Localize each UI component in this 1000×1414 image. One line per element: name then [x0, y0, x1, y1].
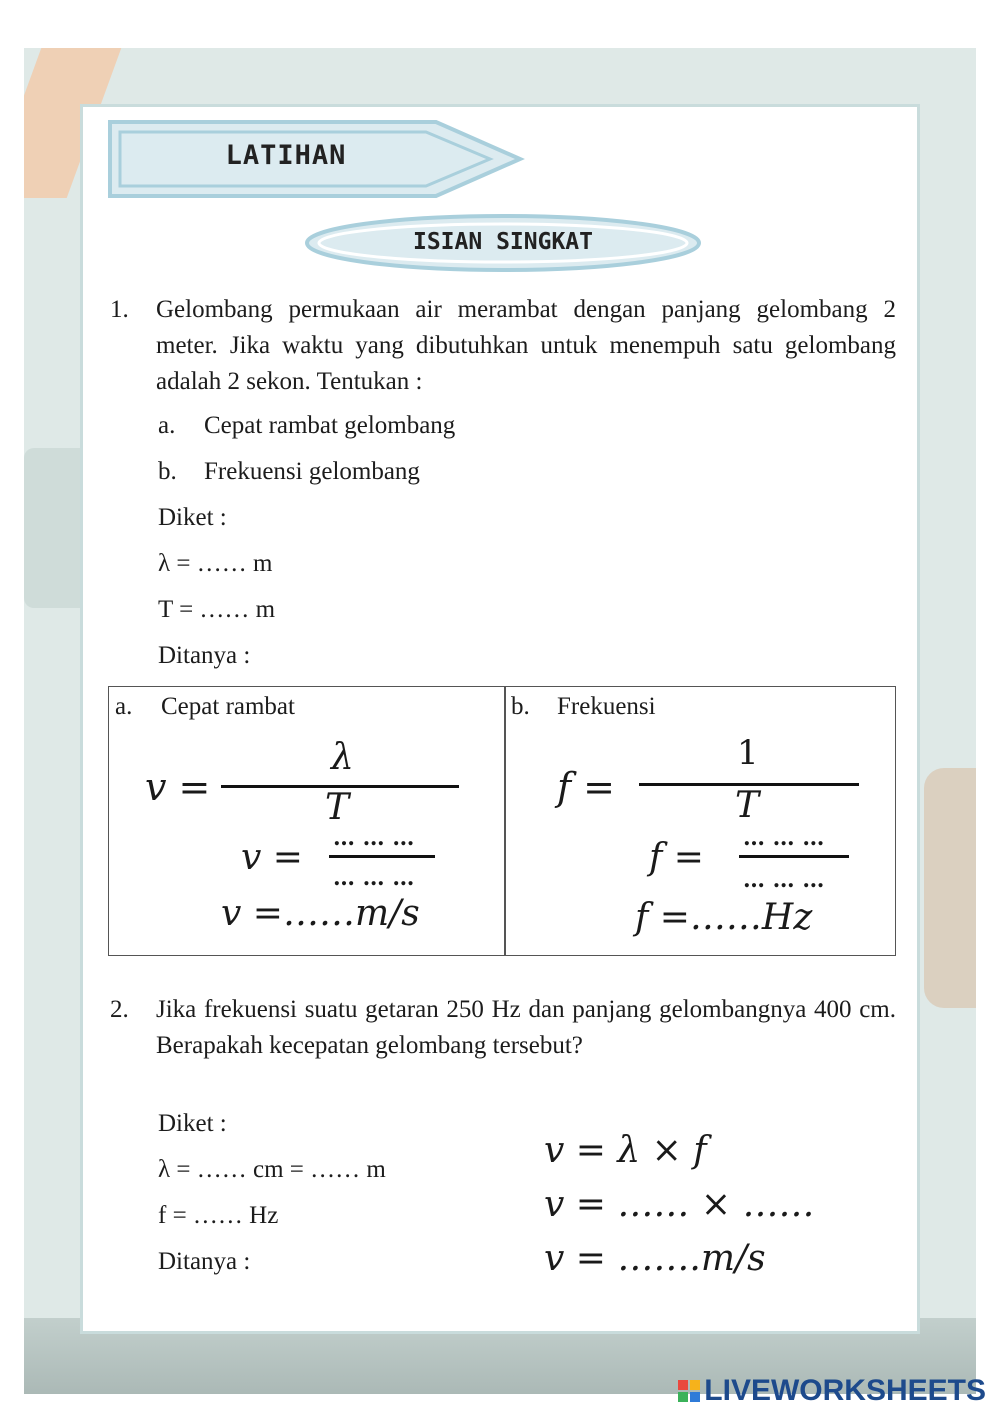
sub-question-b — [158, 458, 420, 486]
sub-question-a — [158, 412, 455, 440]
sub-letter: a. — [115, 693, 133, 720]
brand-icon — [678, 1380, 700, 1402]
cell-label: Frekuensi — [557, 693, 656, 720]
formula-v-lhs: v = — [145, 765, 211, 809]
ditanya-label: Ditanya : — [158, 642, 251, 669]
diket-label: Diket : — [158, 1110, 227, 1137]
lambda-blank[interactable]: λ = …… cm = …… m — [158, 1156, 386, 1183]
sub-letter: a. — [158, 412, 176, 439]
fraction-bar — [329, 855, 435, 858]
ditanya-label: Ditanya : — [158, 1248, 251, 1275]
cell-b-heading — [511, 693, 656, 721]
frequency-blank[interactable]: f = …… Hz — [158, 1202, 279, 1229]
formula-one: 1 — [737, 733, 759, 773]
liveworksheets-logo[interactable] — [678, 1374, 986, 1408]
question-number: 1. — [110, 296, 129, 323]
isian-singkat-banner — [303, 212, 703, 274]
lambda-blank[interactable]: λ = …… m — [158, 550, 273, 577]
cell-a-heading — [115, 693, 295, 721]
formula-t: T — [325, 787, 350, 828]
sub-text: Cepat rambat gelombang — [204, 412, 456, 439]
sub-text: Frekuensi gelombang — [204, 458, 420, 485]
step-v-lhs: v = — [241, 837, 303, 878]
period-blank[interactable]: T = …… m — [158, 596, 276, 623]
formula-lambda: λ — [331, 737, 354, 778]
table-divider — [504, 687, 506, 955]
result-velocity[interactable]: v =……m/s — [221, 893, 420, 934]
blank-numerator[interactable]: … … … — [743, 825, 825, 851]
section-title: LATIHAN — [225, 140, 347, 171]
latihan-banner — [106, 118, 526, 200]
equation-result[interactable]: v = …….m/s — [544, 1238, 766, 1279]
fraction-bar — [739, 855, 849, 858]
sub-letter: b. — [511, 693, 530, 720]
equation-substitution[interactable]: v = …… × …… — [544, 1184, 815, 1225]
question-text: Jika frekuensi suatu getaran 250 Hz dan panjang gelombangnya 400 cm. Berapakah kecepatan gelombang tersebut? — [156, 996, 896, 1059]
blank-denominator[interactable]: … … … — [333, 865, 415, 891]
sub-letter: b. — [158, 458, 177, 485]
result-frequency[interactable]: f =……Hz — [635, 897, 813, 938]
blank-numerator[interactable]: … … … — [333, 825, 415, 851]
question-text: Gelombang permukaan air merambat dengan panjang gelombang 2 meter. Jika waktu yang dibutuhkan untuk menempuh satu gelombang adalah 2 sekon. Tentukan : — [156, 296, 896, 395]
formula-t: T — [735, 785, 760, 826]
formula-f-lhs: f = — [557, 765, 615, 809]
brand-name: LIVEWORKSHEETS — [704, 1374, 986, 1407]
question-number: 2. — [110, 996, 129, 1023]
section-subtitle: ISIAN SINGKAT — [412, 229, 593, 255]
cell-label: Cepat rambat — [161, 693, 295, 720]
answer-table — [108, 686, 896, 956]
diket-label: Diket : — [158, 504, 227, 531]
blank-denominator[interactable]: … … … — [743, 867, 825, 893]
decor-shape — [924, 768, 976, 1008]
step-f-lhs: f = — [649, 837, 704, 878]
equation-velocity: v = λ × f — [544, 1130, 707, 1171]
